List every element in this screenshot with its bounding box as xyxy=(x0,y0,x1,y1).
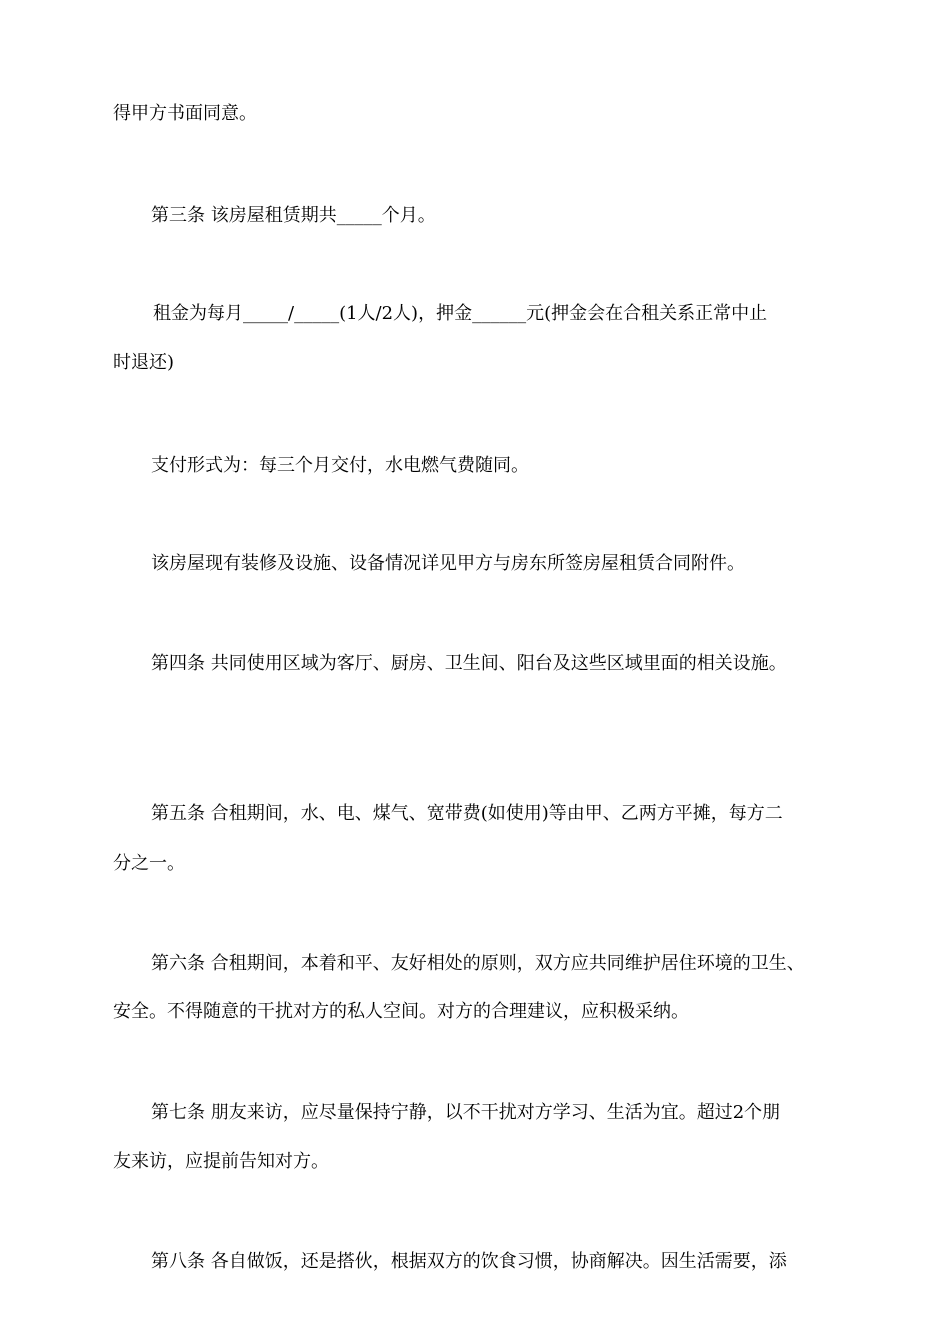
text-line: 租金为每月_____/_____(1人/2人)，押金______元(押金会在合租关系正常中止 xyxy=(153,303,768,324)
text-line: 时退还) xyxy=(113,352,175,373)
text-line: 支付形式为：每三个月交付，水电燃气费随同。 xyxy=(151,455,529,476)
text-line: 分之一。 xyxy=(113,853,185,874)
text-line: 安全。不得随意的干扰对方的私人空间。对方的合理建议，应积极采纳。 xyxy=(113,1001,689,1022)
text-line: 友来访，应提前告知对方。 xyxy=(113,1151,329,1172)
text-line: 第六条 合租期间，本着和平、友好相处的原则，双方应共同维护居住环境的卫生、 xyxy=(151,953,805,974)
text-line: 第三条 该房屋租赁期共_____个月。 xyxy=(151,205,436,226)
text-line: 第五条 合租期间，水、电、煤气、宽带费(如使用)等由甲、乙两方平摊，每方二 xyxy=(151,803,783,824)
text-line: 第七条 朋友来访，应尽量保持宁静，以不干扰对方学习、生活为宜。超过2个朋 xyxy=(151,1102,781,1123)
text-line: 得甲方书面同意。 xyxy=(113,103,257,124)
text-line: 第四条 共同使用区域为客厅、厨房、卫生间、阳台及这些区域里面的相关设施。 xyxy=(151,653,787,674)
text-line: 第八条 各自做饭，还是搭伙，根据双方的饮食习惯，协商解决。因生活需要，添 xyxy=(151,1251,787,1272)
text-line: 该房屋现有装修及设施、设备情况详见甲方与房东所签房屋租赁合同附件。 xyxy=(151,553,745,574)
